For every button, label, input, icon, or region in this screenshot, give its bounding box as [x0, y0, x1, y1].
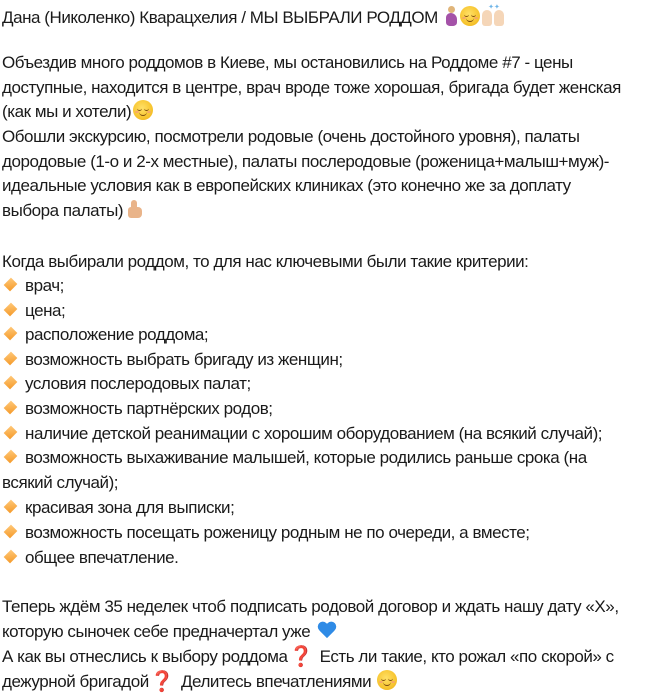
orange-diamond-icon — [4, 376, 18, 390]
orange-diamond-icon — [4, 352, 18, 366]
criteria-intro: Когда выбирали роддом, то для нас ключевыми были такие критерии: — [2, 252, 529, 271]
criteria-item — [2, 546, 178, 570]
article-title — [2, 6, 504, 30]
criteria-item — [2, 397, 273, 421]
criteria-item — [2, 323, 208, 347]
closing-text: которую сыночек себе предначертал уже — [2, 622, 311, 641]
orange-diamond-icon — [4, 327, 18, 341]
criteria-item-text: врач; — [25, 276, 64, 295]
orange-diamond-icon — [4, 450, 18, 464]
paragraph1-line: Объездив много роддомов в Киеве, мы остановились на Роддоме #7 - цены — [2, 53, 573, 72]
orange-diamond-icon — [4, 500, 18, 514]
blue-heart-icon — [317, 620, 337, 640]
title-text: Дана (Николенко) Кварацхелия / МЫ ВЫБРАЛИ РОДДОМ — [2, 8, 438, 27]
closing-line: Теперь ждём 35 неделек чтоб подписать родовой договор и ждать нашу дату «Х», — [2, 597, 619, 616]
closing-text: дежурной бригадой — [2, 672, 149, 691]
closing-line — [2, 620, 337, 644]
criteria-item-text: красивая зона для выписки; — [25, 498, 235, 517]
criteria-item-text: общее впечатление. — [25, 548, 179, 567]
criteria-item — [2, 372, 251, 396]
closing-line — [2, 670, 397, 694]
criteria-item — [2, 521, 530, 545]
criteria-item-text: возможность партнёрских родов; — [25, 399, 273, 418]
closing-text: Делитесь впечатлениями — [180, 672, 372, 691]
paragraph2-line: идеальные условия как в европейских клиниках (это конечно же за доплату — [2, 176, 571, 195]
criteria-item-text: возможность выбрать бригаду из женщин; — [25, 350, 343, 369]
paragraph1-line — [2, 100, 153, 124]
paragraph2-text: выбора палаты) — [2, 201, 124, 220]
criteria-item-text: условия послеродовых палат; — [25, 374, 251, 393]
orange-diamond-icon — [4, 278, 18, 292]
pregnant-woman-icon — [444, 6, 458, 26]
raising-hands-icon: ✦✦ — [482, 6, 504, 26]
criteria-item — [2, 446, 587, 470]
criteria-item-text: цена; — [25, 301, 66, 320]
paragraph2-line: Обошли экскурсию, посмотрели родовые (очень достойного уровня), палаты — [2, 127, 580, 146]
relieved-face-icon — [377, 670, 397, 690]
criteria-item — [2, 274, 64, 298]
criteria-item — [2, 348, 343, 372]
question-mark-icon: ❓ — [149, 671, 175, 693]
criteria-item-text: возможность посещать роженицу родным не по очереди, а вместе; — [25, 523, 530, 542]
closing-text: Есть ли такие, кто рожал «по скорой» с — [319, 647, 614, 666]
paragraph1-text: (как мы и хотели) — [2, 102, 132, 121]
relieved-face-icon — [133, 100, 153, 120]
relieved-face-icon — [460, 6, 480, 26]
paragraph2-line: дородовые (1-о и 2-х местные), палаты послеродовые (роженица+малыш+муж)- — [2, 152, 610, 171]
orange-diamond-icon — [4, 401, 18, 415]
question-mark-icon: ❓ — [288, 646, 314, 668]
criteria-item — [2, 496, 234, 520]
criteria-item-text: расположение роддома; — [25, 325, 209, 344]
criteria-item — [2, 299, 65, 323]
paragraph2-line — [2, 199, 143, 223]
paragraph1-line: доступные, находится в центре, врач вроде тоже хорошая, бригада будет женская — [2, 78, 621, 97]
orange-diamond-icon — [4, 303, 18, 317]
closing-line — [2, 645, 614, 669]
criteria-item-continuation: всякий случай); — [2, 473, 119, 492]
orange-diamond-icon — [4, 525, 18, 539]
closing-text: А как вы отнеслись к выбору роддома — [2, 647, 288, 666]
criteria-item-text: возможность выхаживание малышей, которые родились раньше срока (на — [25, 448, 587, 467]
orange-diamond-icon — [4, 550, 18, 564]
criteria-item-text: наличие детской реанимации с хорошим оборудованием (на всякий случай); — [25, 424, 603, 443]
orange-diamond-icon — [4, 426, 18, 440]
criteria-item — [2, 422, 602, 446]
thumbs-up-icon — [125, 199, 143, 219]
